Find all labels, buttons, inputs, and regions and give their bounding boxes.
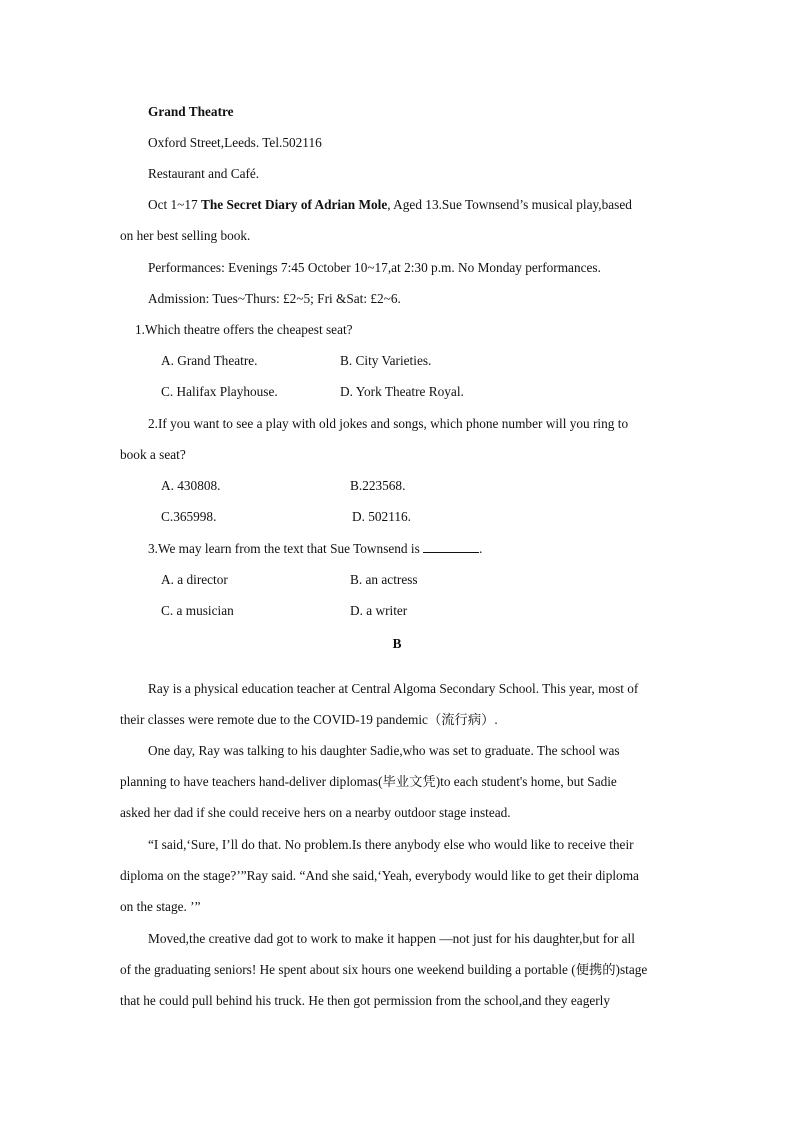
question-stem [148,540,482,558]
option-d: D. a writer [350,603,408,618]
passage-line: their classes were remote due to the COVID-19 pandemic（流行病）. [120,712,498,727]
show-line [148,196,632,214]
restaurant-line: Restaurant and Café. [148,166,260,181]
option-c: C.365998. [161,509,217,524]
theatre-name: Grand Theatre [148,104,234,119]
show-description: , Aged 13.Sue Townsend’s musical play,based [387,197,632,212]
passage-line: planning to have teachers hand-deliver diplomas(毕业文凭)to each student's home, but Sadie [120,774,617,789]
show-dates: Oct 1~17 [148,197,201,212]
passage-line: asked her dad if she could receive hers on a nearby outdoor stage instead. [120,805,511,820]
answer-blank [423,540,479,553]
show-title: The Secret Diary of Adrian Mole [201,197,388,212]
question-stem: 2.If you want to see a play with old jokes and songs, which phone number will you ring to [148,416,629,431]
passage-line: on the stage. ’” [120,899,201,914]
option-b: B. City Varieties. [340,353,432,368]
question-stem-end: . [479,541,483,556]
option-a: A. Grand Theatre. [161,353,258,368]
option-c: C. Halifax Playhouse. [161,384,278,399]
option-d: D. York Theatre Royal. [340,384,464,399]
passage-line: Moved,the creative dad got to work to make it happen —not just for his daughter,but for all [148,931,635,946]
passage-line: “I said,‘Sure, I’ll do that. No problem.Is there anybody else who would like to receive their [148,837,634,852]
question-stem: 1.Which theatre offers the cheapest seat? [135,322,353,337]
option-a: A. a director [161,572,228,587]
theatre-address: Oxford Street,Leeds. Tel.502116 [148,135,322,150]
option-a: A. 430808. [161,478,221,493]
section-b-heading: B [392,636,402,651]
passage-line: One day, Ray was talking to his daughter Sadie,who was set to graduate. The school was [148,743,620,758]
admission-line: Admission: Tues~Thurs: £2~5; Fri &Sat: £2~6. [148,291,401,306]
passage-line: that he could pull behind his truck. He then got permission from the school,and they eagerly [120,993,611,1008]
passage-line: Ray is a physical education teacher at Central Algoma Secondary School. This year, most of [148,681,639,696]
option-b: B.223568. [350,478,406,493]
passage-line: diploma on the stage?’”Ray said. “And she said,‘Yeah, everybody would like to get their diploma [120,868,639,883]
option-d: D. 502116. [352,509,411,524]
passage-line: of the graduating seniors! He spent about six hours one weekend building a portable (便携的)stage [120,962,648,977]
option-c: C. a musician [161,603,234,618]
question-stem-text: 3.We may learn from the text that Sue Townsend is [148,541,424,556]
show-description-continued: on her best selling book. [120,228,251,243]
option-b: B. an actress [350,572,418,587]
performances-line: Performances: Evenings 7:45 October 10~17,at 2:30 p.m. No Monday performances. [148,260,601,275]
question-stem-continued: book a seat? [120,447,186,462]
